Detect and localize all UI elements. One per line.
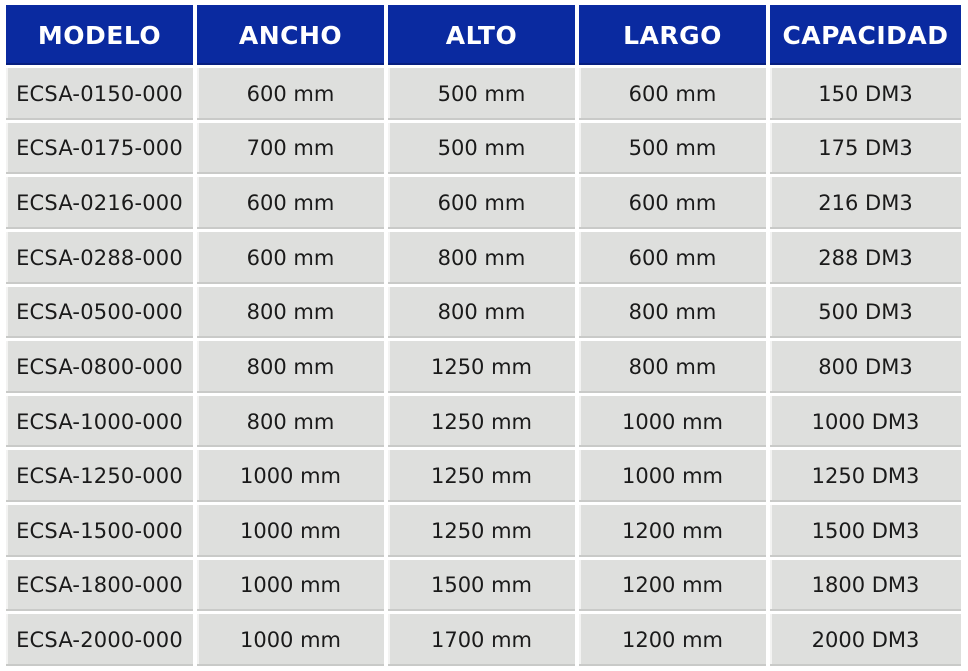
model-cell: ECSA-1800-000 (6, 560, 193, 612)
length-cell: 1200 mm (579, 560, 766, 612)
header-alto: ALTO (388, 5, 575, 65)
capacity-cell: 1250 DM3 (770, 450, 961, 502)
width-cell: 800 mm (197, 287, 384, 339)
width-cell: 600 mm (197, 177, 384, 229)
table-row (6, 287, 961, 339)
width-cell: 600 mm (197, 232, 384, 284)
header-ancho: ANCHO (197, 5, 384, 65)
height-cell: 800 mm (388, 287, 575, 339)
length-cell: 600 mm (579, 177, 766, 229)
length-cell: 1000 mm (579, 396, 766, 448)
height-cell: 1500 mm (388, 560, 575, 612)
width-cell: 1000 mm (197, 450, 384, 502)
model-cell: ECSA-1250-000 (6, 450, 193, 502)
capacity-cell: 2000 DM3 (770, 614, 961, 666)
model-cell: ECSA-0150-000 (6, 68, 193, 120)
capacity-cell: 1000 DM3 (770, 396, 961, 448)
height-cell: 1250 mm (388, 341, 575, 393)
model-cell: ECSA-0288-000 (6, 232, 193, 284)
model-cell: ECSA-2000-000 (6, 614, 193, 666)
width-cell: 1000 mm (197, 560, 384, 612)
height-cell: 1250 mm (388, 396, 575, 448)
width-cell: 800 mm (197, 341, 384, 393)
table-row (6, 560, 961, 612)
width-cell: 1000 mm (197, 505, 384, 557)
table-row (6, 614, 961, 666)
height-cell: 800 mm (388, 232, 575, 284)
model-cell: ECSA-0800-000 (6, 341, 193, 393)
length-cell: 800 mm (579, 287, 766, 339)
length-cell: 1200 mm (579, 614, 766, 666)
header-row (6, 5, 961, 65)
width-cell: 1000 mm (197, 614, 384, 666)
table-row (6, 341, 961, 393)
capacity-cell: 800 DM3 (770, 341, 961, 393)
width-cell: 800 mm (197, 396, 384, 448)
height-cell: 1250 mm (388, 450, 575, 502)
header-largo: LARGO (579, 5, 766, 65)
height-cell: 1250 mm (388, 505, 575, 557)
table-row (6, 232, 961, 284)
capacity-cell: 216 DM3 (770, 177, 961, 229)
capacity-cell: 175 DM3 (770, 123, 961, 175)
width-cell: 600 mm (197, 68, 384, 120)
height-cell: 500 mm (388, 123, 575, 175)
specifications-table (2, 2, 965, 669)
height-cell: 500 mm (388, 68, 575, 120)
length-cell: 1000 mm (579, 450, 766, 502)
length-cell: 800 mm (579, 341, 766, 393)
length-cell: 600 mm (579, 232, 766, 284)
model-cell: ECSA-1500-000 (6, 505, 193, 557)
header-capacidad: CAPACIDAD (770, 5, 961, 65)
model-cell: ECSA-0175-000 (6, 123, 193, 175)
table-row (6, 123, 961, 175)
capacity-cell: 1500 DM3 (770, 505, 961, 557)
width-cell: 700 mm (197, 123, 384, 175)
length-cell: 600 mm (579, 68, 766, 120)
table-row (6, 177, 961, 229)
model-cell: ECSA-0500-000 (6, 287, 193, 339)
height-cell: 1700 mm (388, 614, 575, 666)
capacity-cell: 500 DM3 (770, 287, 961, 339)
model-cell: ECSA-1000-000 (6, 396, 193, 448)
header-modelo: MODELO (6, 5, 193, 65)
length-cell: 1200 mm (579, 505, 766, 557)
model-cell: ECSA-0216-000 (6, 177, 193, 229)
table-row (6, 450, 961, 502)
table-row (6, 68, 961, 120)
capacity-cell: 288 DM3 (770, 232, 961, 284)
table-row (6, 505, 961, 557)
height-cell: 600 mm (388, 177, 575, 229)
capacity-cell: 1800 DM3 (770, 560, 961, 612)
table-row (6, 396, 961, 448)
capacity-cell: 150 DM3 (770, 68, 961, 120)
length-cell: 500 mm (579, 123, 766, 175)
